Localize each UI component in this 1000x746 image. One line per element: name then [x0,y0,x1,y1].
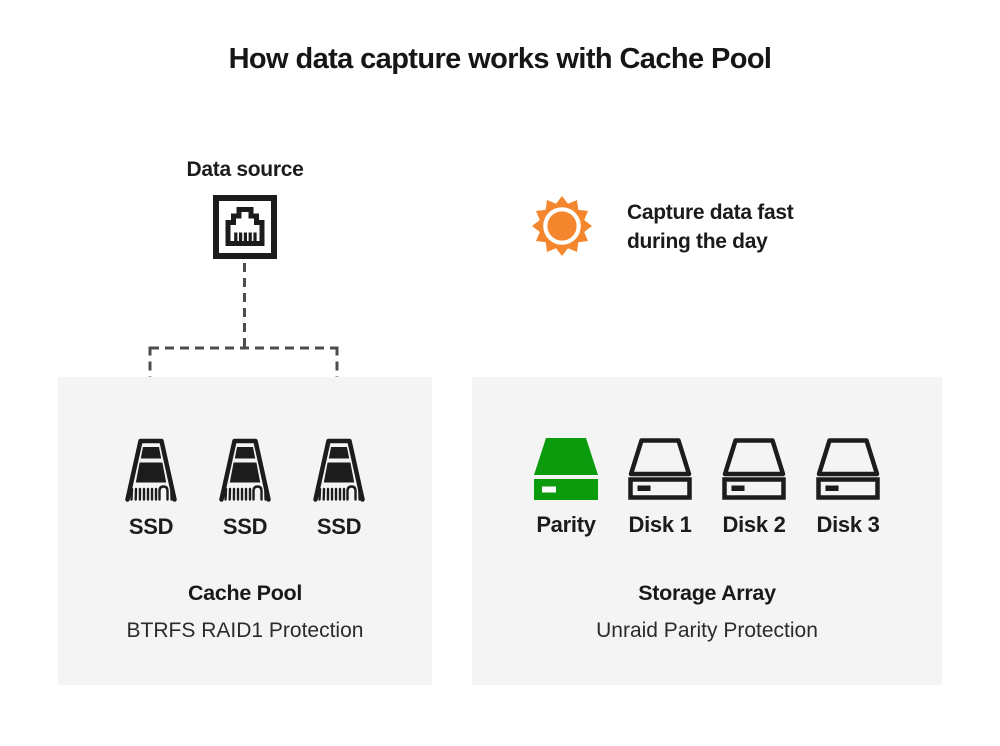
data-source-block [170,158,320,259]
cache-pool-subtitle: BTRFS RAID1 Protection [126,619,364,642]
drive-label: SSD [316,514,362,539]
ssd-icon [311,438,367,502]
drive-label: SSD [222,514,268,539]
cache-drive [309,438,369,540]
cache-drive [121,438,181,540]
cache-pool-title: Cache Pool [187,581,303,605]
capture-note-line2: during the day [627,229,768,253]
hard-disk-filled-icon [534,438,598,500]
cache-drive [215,438,275,540]
data-source-label: Data source [186,158,304,181]
capture-note-text [627,196,793,256]
storage-array-subtitle: Unraid Parity Protection [596,619,818,642]
storage-array-panel [472,377,942,685]
hard-disk-outline-icon [722,438,786,500]
array-drive [627,438,693,538]
hard-disk-outline-icon [628,438,692,500]
parity-drive [533,438,599,538]
drive-label: Disk 3 [816,512,880,537]
capture-note-line1: Capture data fast [627,201,794,224]
capture-note-block [532,196,793,256]
cache-drive-row [58,438,432,540]
sun-icon [532,196,592,256]
drive-label: Disk 2 [722,512,786,537]
array-drive [721,438,787,538]
page-title: How data capture works with Cache Pool [228,43,772,75]
ethernet-port-icon [213,195,277,259]
drive-label: Parity [536,512,596,537]
storage-array-title: Storage Array [638,581,776,605]
array-drive-row [472,438,942,538]
ssd-icon [217,438,273,502]
ssd-icon [123,438,179,502]
hard-disk-outline-icon [816,438,880,500]
array-drive [815,438,881,538]
cache-pool-panel [58,377,432,685]
drive-label: Disk 1 [628,512,692,537]
drive-label: SSD [128,514,174,539]
